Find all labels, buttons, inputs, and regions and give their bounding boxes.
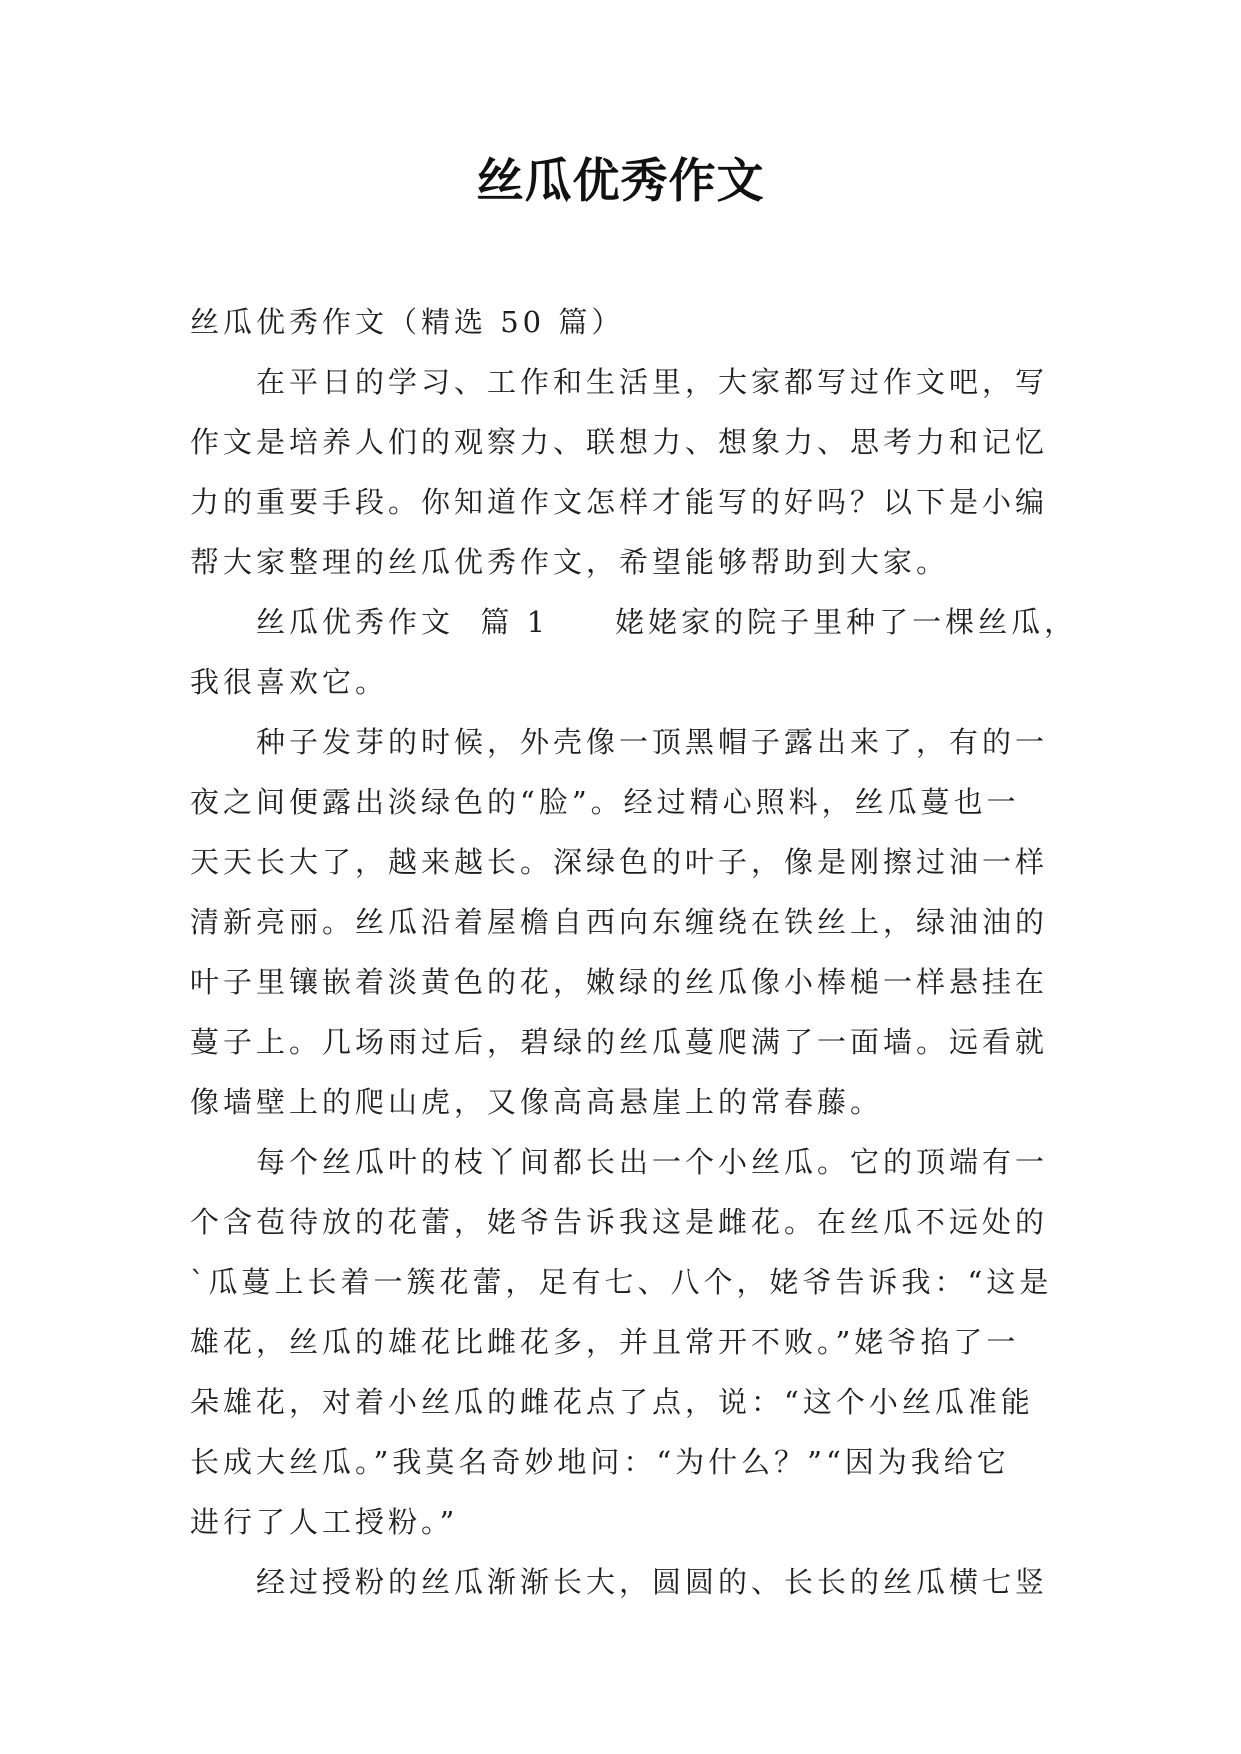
paragraph-line: 雄花，丝瓜的雄花比雌花多，并且常开不败。”姥爷掐了一 bbox=[190, 1325, 1020, 1359]
intro-line: 力的重要手段。你知道作文怎样才能写的好吗？以下是小编 bbox=[190, 485, 1049, 519]
document-body bbox=[190, 292, 1078, 1612]
paragraph-flowers bbox=[190, 1132, 1060, 1552]
paragraph-line: 经过授粉的丝瓜渐渐长大，圆圆的、长长的丝瓜横七竖 bbox=[256, 1565, 1049, 1599]
section1-paragraph bbox=[190, 592, 1078, 712]
paragraph-line: 朵雄花，对着小丝瓜的雌花点了点，说：“这个小丝瓜准能 bbox=[190, 1385, 1034, 1419]
document-subtitle bbox=[190, 292, 1060, 352]
paragraph-line: 天天长大了，越来越长。深绿色的叶子，像是刚擦过油一样 bbox=[190, 845, 1049, 879]
document-title: 丝瓜优秀作文 bbox=[476, 154, 765, 209]
section1-line: 我很喜欢它。 bbox=[190, 665, 389, 699]
paragraph-line: 夜之间便露出淡绿色的“脸”。经过精心照料，丝瓜蔓也一 bbox=[190, 785, 1020, 819]
section1-first-line bbox=[190, 592, 1078, 652]
section1-text: 姥姥家的院子里种了一棵丝瓜， bbox=[615, 605, 1078, 639]
paragraph-line: `瓜蔓上长着一簇花蕾，足有七、八个，姥爷告诉我：“这是 bbox=[190, 1265, 1053, 1299]
section-heading: 丝瓜优秀作文 篇 1 bbox=[256, 605, 550, 639]
intro-paragraph bbox=[190, 352, 1060, 592]
paragraph-growth bbox=[190, 1552, 1060, 1612]
intro-line: 帮大家整理的丝瓜优秀作文，希望能够帮助到大家。 bbox=[190, 545, 950, 579]
paragraph-line: 长成大丝瓜。”我莫名奇妙地问：“为什么？”“因为我给它 bbox=[190, 1445, 1010, 1479]
paragraph-sprouting bbox=[190, 712, 1060, 1132]
intro-line: 在平日的学习、工作和生活里，大家都写过作文吧，写 bbox=[256, 365, 1049, 399]
paragraph-line: 每个丝瓜叶的枝丫间都长出一个小丝瓜。它的顶端有一 bbox=[256, 1145, 1049, 1179]
subtitle-line: 丝瓜优秀作文（精选 50 篇） bbox=[190, 305, 625, 339]
paragraph-line: 个含苞待放的花蕾，姥爷告诉我这是雌花。在丝瓜不远处的 bbox=[190, 1205, 1049, 1239]
paragraph-line: 像墙壁上的爬山虎，又像高高悬崖上的常春藤。 bbox=[190, 1085, 884, 1119]
paragraph-line: 进行了人工授粉。” bbox=[190, 1505, 459, 1539]
paragraph-line: 清新亮丽。丝瓜沿着屋檐自西向东缠绕在铁丝上，绿油油的 bbox=[190, 905, 1049, 939]
intro-line: 作文是培养人们的观察力、联想力、想象力、思考力和记忆 bbox=[190, 425, 1049, 459]
paragraph-line: 种子发芽的时候，外壳像一顶黑帽子露出来了，有的一 bbox=[256, 725, 1049, 759]
paragraph-line: 叶子里镶嵌着淡黄色的花，嫩绿的丝瓜像小棒槌一样悬挂在 bbox=[190, 965, 1049, 999]
paragraph-line: 蔓子上。几场雨过后，碧绿的丝瓜蔓爬满了一面墙。远看就 bbox=[190, 1025, 1049, 1059]
